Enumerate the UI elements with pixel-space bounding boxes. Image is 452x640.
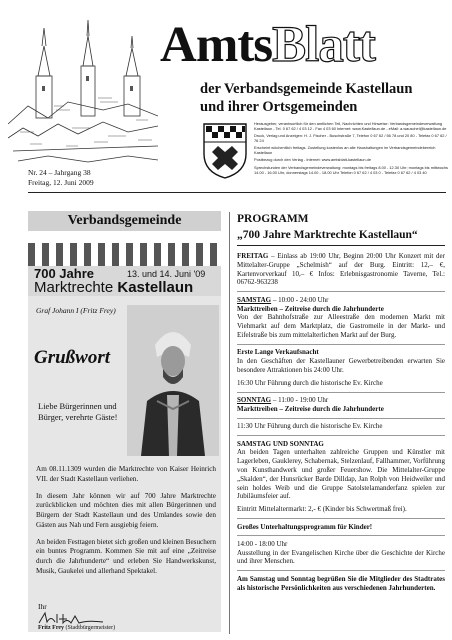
friday-label: FREITAG (237, 252, 269, 260)
saturday-church-tour: 16:30 Uhr Führung durch die historische Ev. Kirche (237, 378, 383, 387)
header-divider (28, 192, 446, 193)
coat-of-arms-icon (202, 122, 248, 180)
imprint-postal: Postbezug durch den Verlag - Internet: www.amtsblatt-kastellaun.de (254, 157, 371, 163)
sunday-time: – 11:00 - 19:00 Uhr (271, 396, 329, 405)
greeting-paragraph-1: Am 08.11.1309 wurden die Marktrechte von Kaiser Heinrich VII. der Stadt Kastellaun verliehen. (36, 465, 216, 483)
program-divider (237, 245, 445, 246)
sales-night-text: In den Geschäften der Kastellauner Gewerbetreibenden erwarten Sie besondere Attraktionen bis 24:00 Uhr. (237, 357, 445, 374)
town-sketch-illustration (8, 6, 158, 168)
both-days-text: An beiden Tagen unterhalten zahlreiche Gruppen und Künstler mit Lagerleben, Gauklerey, Schabernak, Stelzenlauf, Fallhammer, Vorführung von Kunsthandwerk und großer Feuershow. Die Mittelalter-Gruppe „Skalden“, der Hunsrücker Barde Dilldap, Jan Rolph von Heidweiler und sein holdes Weib und die Gruppe Satolstelamanderfanz spielen zur Jubiläumsfeier auf. (237, 448, 445, 501)
divider (237, 291, 445, 292)
sunday-heading (237, 396, 445, 405)
greeting-body (36, 465, 216, 584)
masthead-title-part1: Amts (160, 17, 273, 73)
fest-title-marktrechte (34, 279, 193, 296)
issue-number: Nr. 24 – Jahrgang 38 (28, 168, 91, 177)
saturday-time: – 10:00 - 24:00 Uhr (271, 295, 329, 304)
column-divider (229, 212, 230, 634)
sign-off: Ihr (38, 602, 47, 611)
signer (38, 625, 115, 631)
issue-info (28, 168, 94, 188)
grusswort-heading: Grußwort (34, 347, 111, 368)
saturday-market-text: Von der Bahnhofstraße zur Alleestraße den modernen Markt mit Viehmarkt auf dem Marktplatz, die Gastromeile in der Markt- und Eifelstraße bis zum mittelalterlichen Markt auf der Burg. (237, 313, 445, 339)
program-body (237, 252, 445, 592)
sunday-label: SONNTAG (237, 396, 272, 405)
exhibition-text: Ausstellung in der Evangelischen Kirche über die Geschichte der Kirche und ihrer Menschen. (237, 548, 445, 566)
both-days-title: SAMSTAG UND SONNTAG (237, 439, 324, 448)
sales-night-title: Erste Lange Verkaufsnacht (237, 348, 319, 357)
divider (237, 570, 445, 571)
fest-title-marktrechte-word: Marktrechte (34, 279, 118, 296)
divider (237, 435, 445, 436)
market-entry-fee: Eintritt Mittelaltermarkt: 2,- € (Kinder bis Schwertmaß frei). (237, 505, 407, 514)
fest-title-kastellaun-word: Kastellaun (117, 279, 194, 296)
divider (237, 518, 445, 519)
signature-image (37, 610, 107, 626)
imprint-print: Druck, Verlag und Anzeigen: H. J. Fischer - Buschstraße 7, Telefon 0 67 62 / 56 78 und 20 80 - Telefax 0 67 62 / 76 24 (254, 133, 447, 144)
sunday-market-title: Markttreiben – Zeitreise durch die Jahrhunderte (237, 404, 384, 413)
masthead-subtitle-line2: und ihrer Ortsgemeinden (200, 99, 358, 115)
divider (237, 418, 445, 419)
closing-text: Am Samstag und Sonntag begrüßen Sie die Mitglieder des Stadtrates als historische Persönlichkeiten aus verschiedenen Jahrhunderten. (237, 574, 445, 592)
issue-date: Freitag, 12. Juni 2009 (28, 177, 94, 187)
saturday-heading (237, 296, 445, 305)
imprint-distribution: Erscheint wöchentlich freitags. Zustellung kostenlos an alle Haushaltungen im Verbandsgemeindebereich Kastellaun (254, 145, 436, 156)
program-heading: PROGRAMM (237, 213, 309, 225)
checker-banner (28, 243, 221, 267)
section-title-verbandsgemeinde: Verbandsgemeinde (28, 211, 221, 231)
greeting-paragraph-3: An beiden Festtagen bietet sich großen und kleinen Besuchern ein buntes Programm. Kommen Sie mit auf eine „Zeitreise durch die Jahrhunderte“ und erleben Sie Handwerkskunst, Musik, Gaukelei und allerhand Spektakel. (36, 537, 216, 576)
program-subheading: „700 Jahre Marktrechte Kastellaun“ (237, 229, 418, 241)
signer-name: Fritz Frey (38, 625, 65, 631)
greeting-paragraph-2: In diesem Jahr können wir auf 700 Jahre Marktrechte zurückblicken und möchten dies mit allen Bürgerinnen und Bürgern der Stadt Kastellaun und des Umlandes sowie den Gästen aus Nah und Fern ausgiebig feiern. (36, 491, 216, 529)
divider (237, 344, 445, 345)
imprint-block (254, 121, 448, 177)
masthead-title (160, 17, 375, 73)
saturday-label: SAMSTAG (237, 295, 272, 304)
photo-caption: Graf Johann I (Fritz Frey) (36, 306, 116, 315)
fest-dates: 13. und 14. Juni '09 (127, 269, 206, 279)
fest-title-years: 700 Jahre (34, 266, 94, 281)
friday-text: – Einlass ab 19:00 Uhr, Beginn 20:00 Uhr Konzert mit der Mittelalter-Gruppe „Schelmish“ auf der Burg. Eintritt: 12,– €, Kartenvorverkauf 10,– € Infos: Erlebnisgastronomie Taverne, Tel.: 06762-963238 (237, 252, 445, 287)
kids-program-title: Großes Unterhaltungsprogramm für Kinder! (237, 522, 373, 531)
greeting-salutation: Liebe Bürgerinnen und Bürger, verehrte Gäste! (38, 401, 118, 422)
imprint-office-hours: Sprechstunden der Verbandsgemeindeverwaltung: montags bis freitags 8.00 - 12.30 Uhr; montags bis mittwochs 14.00 - 16.00 Uhr, donnerstags 14.00 - 18.00 Uhr Telefon 0 67 62 / 4 03 0 - Telefax 0 67 62 / 4 03 40 (254, 164, 448, 175)
divider (237, 535, 445, 536)
masthead-subtitle-line1: der Verbandsgemeinde Kastellaun (200, 81, 413, 97)
masthead-title-part2: Blatt (272, 17, 375, 73)
divider (237, 392, 445, 393)
exhibition-time: 14:00 - 18:00 Uhr (237, 539, 288, 548)
signer-role: (Stadtbürgermeister) (64, 625, 116, 631)
sunday-church-tour: 11:30 Uhr Führung durch die historische Ev. Kirche (237, 422, 383, 431)
saturday-market-title: Markttreiben – Zeitreise durch die Jahrhunderte (237, 304, 384, 313)
imprint-publisher: Herausgeber, verantwortlich für den amtlichen Teil, Nachrichten und Hinweise: Verbandsgemeindeverwaltung Kastellaun - Tel. 0 67 62 / 4 03 12 - Fax 4 03 60 Internet: www.Kastellaun.de - eMail: a.wauschel@kastellaun.de (254, 121, 447, 132)
friday-block (237, 252, 445, 287)
portrait-photo (127, 305, 219, 456)
